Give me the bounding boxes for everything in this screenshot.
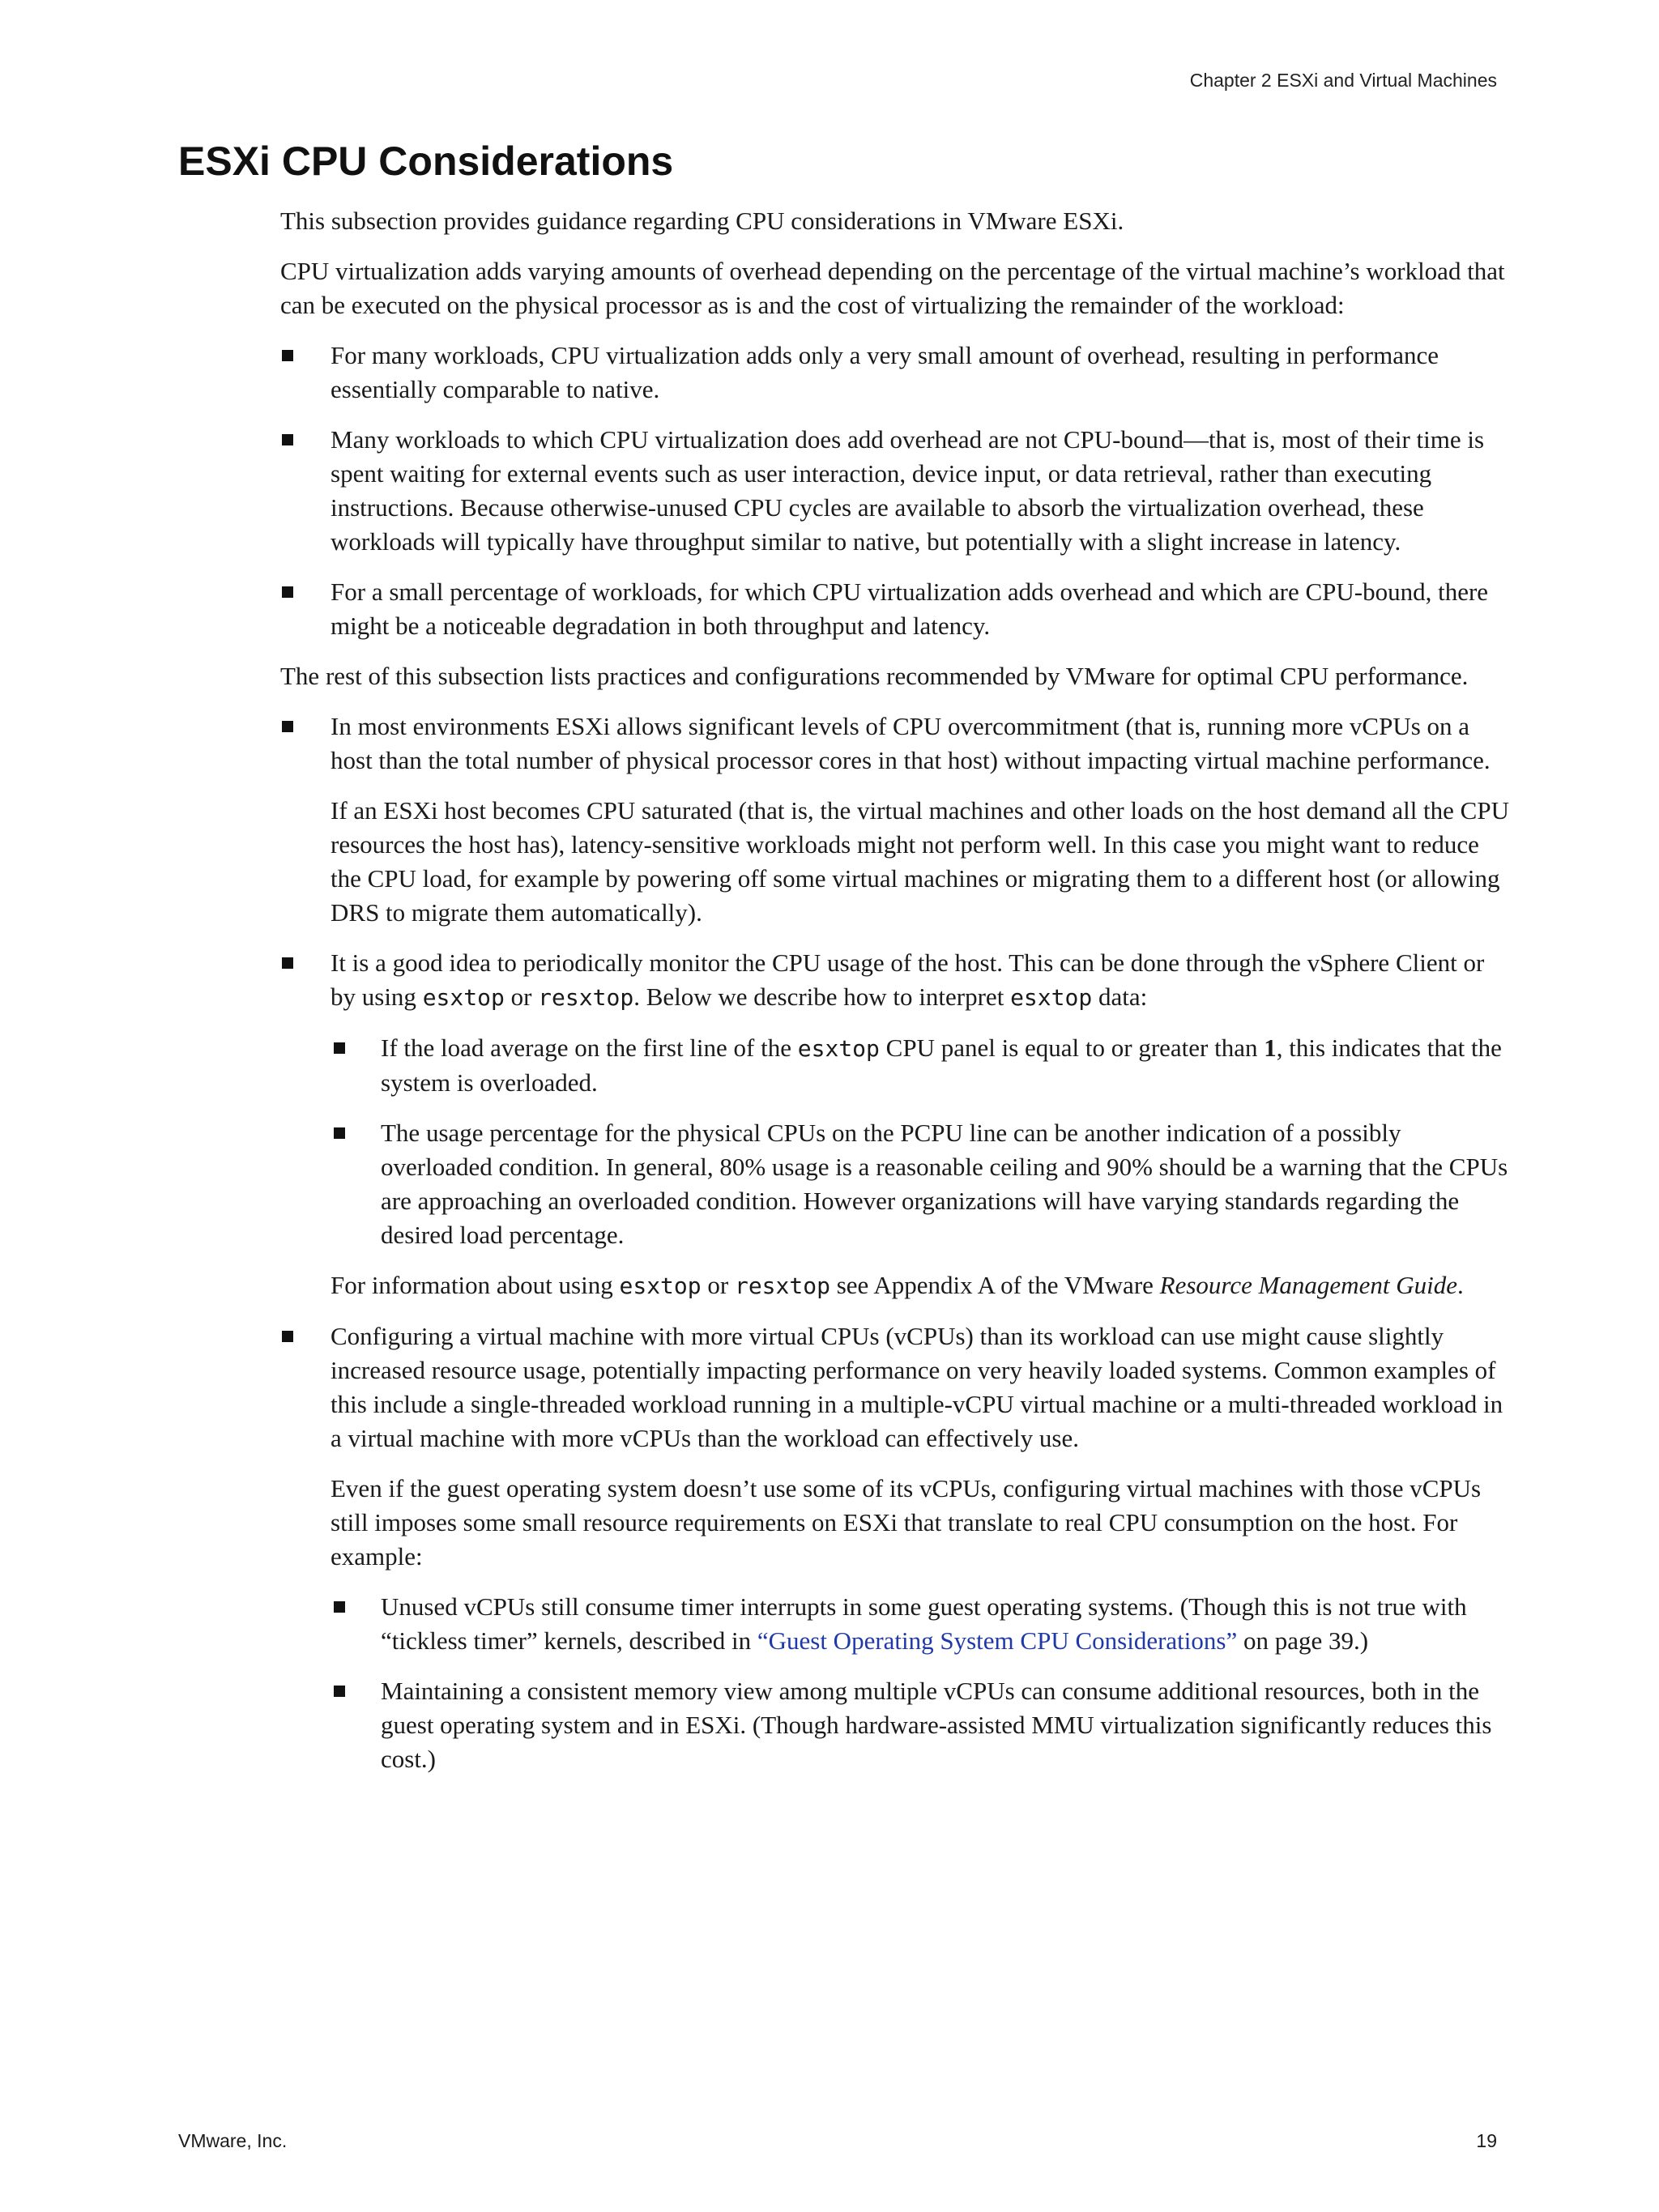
vcpus-continuation: Even if the guest operating system doesn’t use some of its vCPUs, configuring virtual machines with those vCPUs still imposes some small resource requirements on ESXi that translate to real CPU consumption on the host. For example: xyxy=(331,1474,1482,1571)
list-item-overcommit xyxy=(280,710,1512,930)
esxtop-code: esxtop xyxy=(1010,984,1093,1011)
threshold-value: 1 xyxy=(1264,1034,1277,1062)
vcpus-sublist xyxy=(331,1590,1512,1776)
resxtop-code: resxtop xyxy=(734,1272,830,1299)
esxtop-code: esxtop xyxy=(422,984,505,1011)
rest-paragraph: The rest of this subsection lists practices and configurations recommended by VMware for optimal CPU performance. xyxy=(280,662,1469,690)
intro-paragraph: This subsection provides guidance regarding CPU considerations in VMware ESXi. xyxy=(280,207,1124,235)
guest-os-cpu-link[interactable]: “Guest Operating System CPU Considerations” xyxy=(757,1626,1238,1655)
list-item: The usage percentage for the physical CPUs on the PCPU line can be another indication of a possibly overloaded condition. In general, 80% usage is a reasonable ceiling and 90% should be a warning that the CPUs are approaching an overloaded condition. However organizations will have varying standards regarding the desired load percentage. xyxy=(331,1116,1512,1252)
overhead-list xyxy=(280,339,1512,643)
esxtop-code: esxtop xyxy=(619,1272,702,1299)
page-title: ESXi CPU Considerations xyxy=(178,139,674,184)
monitor-text: It is a good idea to periodically monitor the CPU usage of the host. This can be done through the vSphere Client or by using esxtop or resxtop. Below we describe how to interpret esxtop data: xyxy=(331,948,1485,1011)
list-item: For a small percentage of workloads, for which CPU virtualization adds overhead and which are CPU-bound, there might be a noticeable degradation in both throughput and latency. xyxy=(280,575,1512,643)
page-number: 19 xyxy=(1476,2130,1497,2151)
list-item: If the load average on the first line of the esxtop CPU panel is equal to or greater than 1, this indicates that the system is overloaded. xyxy=(331,1031,1512,1100)
body-text xyxy=(280,204,1512,1792)
list-item: Many workloads to which CPU virtualization does add overhead are not CPU-bound—that is, most of their time is spent waiting for external events such as user interaction, device input, or data retrieval, rather than executing instructions. Because otherwise-unused CPU cycles are available to absorb the virtualization overhead, these workloads will typically have throughput similar to native, but potentially with a slight increase in latency. xyxy=(280,423,1512,559)
running-head: Chapter 2 ESXi and Virtual Machines xyxy=(1189,70,1497,91)
monitor-sublist xyxy=(331,1031,1512,1252)
overhead-paragraph: CPU virtualization adds varying amounts of overhead depending on the percentage of the virtual machine’s workload that can be executed on the physical processor as is and the cost of virtualizing the remainder of the workload: xyxy=(280,257,1505,319)
list-item-monitor xyxy=(280,946,1512,1303)
overcommit-continuation: If an ESXi host becomes CPU saturated (that is, the virtual machines and other loads on the host demand all the CPU resources the host has), latency-sensitive workloads might not perform well. In this case you might want to reduce the CPU load, for example by powering off some virtual machines or migrating them to a different host (or allowing DRS to migrate them automatically). xyxy=(331,796,1509,927)
monitor-info: For information about using esxtop or resxtop see Appendix A of the VMware Resource Management Guide. xyxy=(331,1271,1464,1299)
esxtop-code: esxtop xyxy=(797,1035,880,1062)
list-item: Unused vCPUs still consume timer interrupts in some guest operating systems. (Though this is not true with “tickless timer” kernels, described in “Guest Operating System CPU Considerations” on page 39.) xyxy=(331,1590,1512,1658)
list-item: Maintaining a consistent memory view among multiple vCPUs can consume additional resources, both in the guest operating system and in ESXi. (Though hardware-assisted MMU virtualization significantly reduces this cost.) xyxy=(331,1674,1512,1776)
resxtop-code: resxtop xyxy=(538,984,634,1011)
footer-company: VMware, Inc. xyxy=(178,2130,288,2151)
vcpus-text: Configuring a virtual machine with more virtual CPUs (vCPUs) than its workload can use might cause slightly increased resource usage, potentially impacting performance on very heavily loaded systems. Common examples of this include a single-threaded workload running in a multiple-vCPU virtual machine or a multi-threaded workload in a virtual machine with more vCPUs than the workload can effectively use. xyxy=(331,1322,1503,1452)
list-item: For many workloads, CPU virtualization adds only a very small amount of overhead, resulting in performance essentially comparable to native. xyxy=(280,339,1512,407)
overcommit-text: In most environments ESXi allows significant levels of CPU overcommitment (that is, running more vCPUs on a host than the total number of physical processor cores in that host) without impacting virtual machine performance. xyxy=(331,712,1491,774)
list-item-vcpus xyxy=(280,1319,1512,1776)
guide-title: Resource Management Guide xyxy=(1159,1271,1457,1299)
practices-list xyxy=(280,710,1512,1776)
